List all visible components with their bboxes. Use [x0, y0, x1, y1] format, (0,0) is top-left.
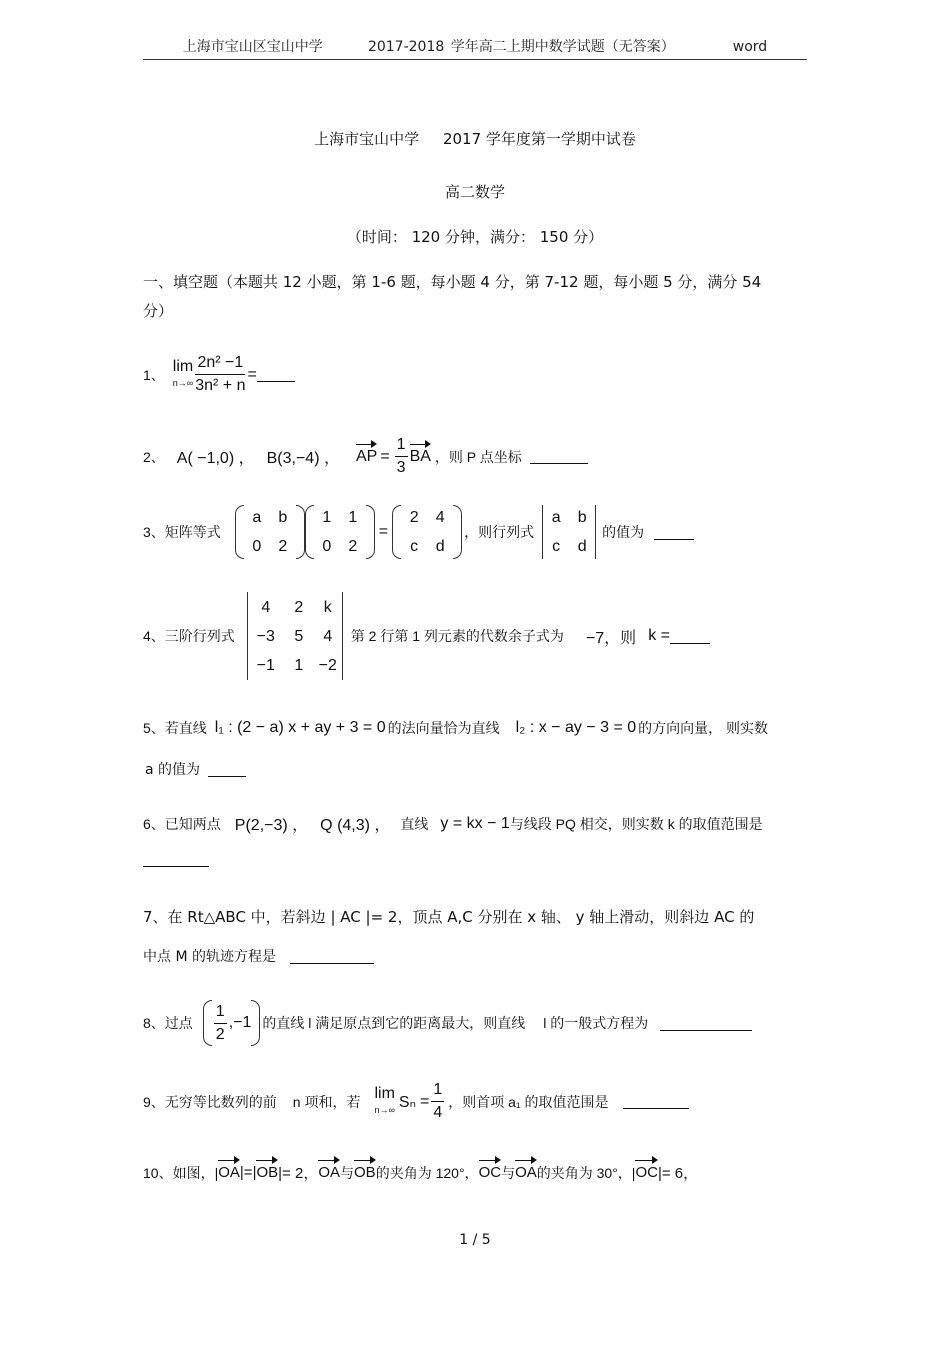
- subject-title: 高二数学: [444, 183, 505, 201]
- q2-answer-blank[interactable]: [530, 449, 588, 464]
- q5-tail: 的方向向量， 则实数: [638, 720, 769, 736]
- q8-lead: 8、过点: [143, 1015, 193, 1031]
- q2-point-b: B(3,−4) ，: [266, 450, 340, 467]
- question-6-line2: [143, 852, 209, 871]
- q3-m3-cell: 2: [409, 509, 419, 526]
- question-7-line2: [143, 946, 374, 966]
- q3-m1-cell: a: [252, 509, 262, 526]
- q6-point-q: Q (4,3) ，: [320, 817, 391, 834]
- q3-m2-rparen: [366, 505, 375, 559]
- q3-m1-lparen: [235, 505, 244, 559]
- q2-frac-num: 1: [395, 435, 408, 457]
- q3-det-cell: d: [577, 538, 587, 555]
- q4-number: 4、三阶行列式: [143, 628, 235, 644]
- q3-m3-lparen: [392, 505, 401, 559]
- q1-lim-sub: n→∞: [172, 377, 194, 388]
- q3-m3-cell: 4: [435, 509, 445, 526]
- page-header: [0, 36, 950, 56]
- q10-and2: 与: [501, 1164, 516, 1181]
- q9-sn: Sₙ: [398, 1093, 416, 1111]
- q3-answer-blank[interactable]: [654, 525, 694, 540]
- q4-det-cell: −1: [256, 656, 275, 674]
- question-5: [143, 718, 768, 738]
- section1-line2: 分）: [143, 302, 174, 320]
- q9-lead: 9、无穷等比数列的前: [143, 1093, 277, 1110]
- q6-lead: 6、已知两点: [143, 815, 221, 832]
- q2-fraction: [395, 435, 408, 478]
- q1-denominator: 3n² + n: [195, 377, 246, 394]
- q10-vector-ob: OB: [256, 1164, 279, 1181]
- q6-line-eq: y = kx − 1: [440, 814, 510, 832]
- q8-rparen: [251, 1000, 260, 1046]
- q6-answer-blank[interactable]: [143, 852, 209, 867]
- q1-lim-text: lim: [172, 357, 194, 375]
- q10-angle1: 的夹角为 120°，: [375, 1164, 479, 1181]
- q3-m2-cell: 2: [348, 538, 358, 555]
- q8-mid: 的直线 l 满足原点到它的距离最大，则直线: [262, 1015, 526, 1031]
- question-5-line2: [145, 759, 246, 779]
- q3-det-cell: b: [577, 509, 587, 526]
- q8-tail: l 的一般式方程为: [543, 1015, 649, 1031]
- q4-det-cell: k: [323, 598, 332, 616]
- q3-det-right-bar: [595, 505, 596, 559]
- q7-answer-blank[interactable]: [290, 949, 374, 964]
- time-info: （时间： 120 分钟，满分： 150 分）: [346, 228, 604, 246]
- q10-sep2: |= 2，: [278, 1165, 319, 1182]
- q3-det-cell: a: [551, 509, 561, 526]
- q3-m3-cell: d: [435, 538, 445, 555]
- q10-vector-oc-2: OC: [635, 1164, 658, 1181]
- title-school: 上海市宝山中学: [314, 130, 420, 148]
- q3-tail: 的值为: [602, 524, 645, 540]
- q10-vector-oa-2: OA: [318, 1164, 341, 1181]
- q3-determinant: [543, 503, 595, 561]
- question-6: [143, 812, 763, 835]
- q5-answer-blank[interactable]: [208, 762, 246, 777]
- q4-answer-blank[interactable]: [670, 629, 710, 644]
- q5-lead: 5、若直线: [143, 720, 207, 736]
- q9-lim-text: lim: [374, 1084, 395, 1102]
- q9-answer-blank[interactable]: [623, 1094, 689, 1109]
- q4-value: −7，则: [585, 629, 637, 647]
- q3-m2-lparen: [305, 505, 314, 559]
- q3-m1-cell: b: [278, 509, 288, 526]
- q6-point-p: P(2,−3) ，: [234, 817, 309, 834]
- q4-det-cell: 5: [294, 627, 304, 645]
- q8-point: ,−1: [228, 1014, 252, 1031]
- q10-vector-ob-2: OB: [354, 1164, 376, 1181]
- q2-number: 2、: [143, 448, 165, 465]
- q4-k: k =: [648, 627, 670, 644]
- question-1: [143, 353, 295, 396]
- q3-mid-text: ，则行列式: [464, 524, 535, 540]
- q8-fraction: [214, 1002, 227, 1045]
- q7-line1: 7、在 Rt△ABC 中，若斜边 | AC |= 2，顶点 A,C 分别在 x 轴、 y 轴上滑动，则斜边 AC 的: [143, 908, 755, 926]
- q10-sep1: |=|: [239, 1164, 257, 1181]
- q10-and1: 与: [340, 1164, 355, 1181]
- q3-number: 3、矩阵等式: [143, 524, 221, 540]
- question-9: [143, 1080, 689, 1123]
- q4-det-cell: 2: [294, 598, 304, 616]
- q6-text2: 直线: [400, 815, 429, 832]
- q8-answer-blank[interactable]: [660, 1016, 752, 1031]
- q10-vector-oa-3: OA: [515, 1164, 537, 1181]
- q8-frac-den: 2: [215, 1025, 225, 1043]
- q1-limit: [173, 359, 193, 391]
- q3-m1-rparen: [296, 505, 305, 559]
- q9-fraction: [431, 1080, 444, 1123]
- q2-vector-ba: BA: [409, 447, 431, 465]
- q3-m3-rparen: [453, 505, 462, 559]
- q9-equals: =: [419, 1092, 430, 1110]
- q9-lim-sub: n→∞: [374, 1104, 395, 1115]
- q2-tail: ，则 P 点坐标: [434, 448, 522, 465]
- question-2: [143, 435, 588, 478]
- q3-m2-cell: 1: [348, 509, 358, 526]
- q4-det-cell: 4: [261, 598, 271, 616]
- q2-point-a: A( −1,0) ，: [176, 450, 255, 467]
- header-rule: [143, 59, 807, 60]
- header-school: 上海市宝山区宝山中学: [182, 39, 323, 55]
- q10-tail: |= 6，: [657, 1165, 699, 1182]
- q3-m3-cell: c: [410, 538, 419, 555]
- q5-line2-text: a 的值为: [145, 762, 201, 778]
- question-8: [143, 1000, 752, 1046]
- q9-limit: [374, 1086, 394, 1118]
- q3-matrix-2: [314, 503, 366, 561]
- header-title: 2017-2018 学年高二上期中数学试题（无答案）: [367, 39, 675, 55]
- q1-fraction: [195, 353, 245, 396]
- q4-det-cell: 1: [294, 656, 304, 674]
- exam-title: [0, 128, 950, 149]
- q3-equals: =: [378, 523, 389, 540]
- page-number: 1 / 5: [459, 1232, 491, 1248]
- q1-numerator: 2n² −1: [195, 353, 245, 375]
- q9-frac-num: 1: [431, 1080, 444, 1102]
- title-term: 2017 学年度第一学期中试卷: [442, 130, 636, 148]
- q6-text3: 与线段 PQ 相交，则实数 k 的取值范围是: [509, 815, 763, 832]
- q10-vector-oc: OC: [478, 1164, 502, 1181]
- q4-text: 第 2 行第 1 列元素的代数余子式为: [350, 628, 564, 644]
- q10-vector-oa: OA: [218, 1164, 240, 1181]
- q5-line-l2: l₂ : x − ay − 3 = 0: [515, 719, 637, 736]
- q10-lead: 10、如图，|: [143, 1164, 219, 1181]
- q7-line2-text: 中点 M 的轨迹方程是: [143, 949, 276, 965]
- q2-frac-den: 3: [396, 459, 406, 476]
- q4-det-cell: −2: [318, 656, 337, 674]
- q4-det-cell: −3: [256, 627, 275, 645]
- q1-answer-blank[interactable]: [257, 367, 295, 382]
- question-4: [143, 592, 710, 680]
- q1-equals: =: [247, 365, 257, 383]
- question-3: [143, 503, 694, 561]
- q9-tail: ，则首项 a₁ 的取值范围是: [448, 1093, 609, 1110]
- q3-m2-cell: 1: [322, 509, 332, 526]
- q4-determinant: [248, 593, 342, 680]
- q3-m2-cell: 0: [322, 538, 332, 555]
- q4-det-right-bar: [342, 592, 343, 680]
- q3-det-cell: c: [552, 538, 561, 555]
- q8-lparen: [203, 1000, 212, 1046]
- header-format: word: [732, 39, 768, 55]
- q2-equals: =: [380, 447, 390, 465]
- q10-angle2: 的夹角为 30°，|: [536, 1164, 636, 1181]
- q3-m1-cell: 2: [278, 538, 288, 555]
- q3-matrix-1: [244, 503, 296, 561]
- q3-matrix-3: [401, 503, 453, 561]
- q5-line-l1: l₁ : (2 − a) x + ay + 3 = 0: [214, 719, 386, 736]
- q3-m1-cell: 0: [252, 538, 262, 555]
- q9-mid: n 项和，若: [292, 1093, 361, 1110]
- q4-det-cell: 4: [323, 627, 333, 645]
- q9-frac-den: 4: [433, 1104, 443, 1121]
- question-10: [143, 1162, 698, 1183]
- section1-line1: 一、填空题（本题共 12 小题，第 1-6 题，每小题 4 分，第 7-12 题，每小题 5 分，满分 54: [143, 273, 762, 291]
- q1-number: 1、: [143, 366, 165, 383]
- q8-frac-num: 1: [214, 1002, 227, 1024]
- q2-vector-ap: AP: [355, 447, 378, 465]
- q5-mid: 的法向量恰为直线: [387, 720, 500, 736]
